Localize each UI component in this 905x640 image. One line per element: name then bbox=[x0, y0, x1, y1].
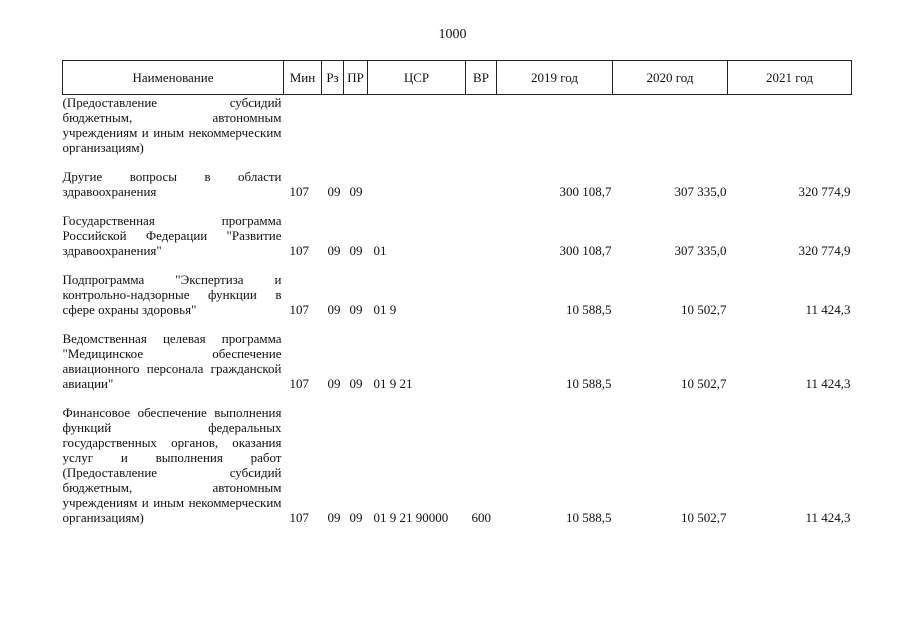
row-name: (Предоставление субсидий бюджетным, автономным учреждениям и иным некоммерческим организациям) bbox=[62, 95, 282, 155]
row-pr: 09 bbox=[349, 243, 363, 258]
header-2020: 2020 год bbox=[613, 61, 728, 95]
header-2019: 2019 год bbox=[497, 61, 613, 95]
row-csr: 01 bbox=[373, 243, 387, 258]
table-body bbox=[63, 95, 852, 526]
row-vr bbox=[466, 213, 497, 258]
row-spacer bbox=[63, 258, 852, 272]
row-name: Ведомственная целевая программа "Медицинское обеспечение авиационного персонала гражданской авиации" bbox=[62, 331, 282, 391]
row-name: Государственная программа Российской Федерации "Развитие здравоохранения" bbox=[62, 213, 282, 258]
row-name: Финансовое обеспечение выполнения функций федеральных государственных органов, оказания услуг и выполнения работ (Предоставление субсидий бюджетным, автономным учреждениям и иным некоммерческим организациям) bbox=[62, 405, 282, 525]
row-pr: 09 bbox=[349, 376, 363, 391]
row-2020 bbox=[613, 95, 728, 156]
row-csr bbox=[368, 95, 466, 156]
row-spacer bbox=[63, 199, 852, 213]
row-vr bbox=[466, 272, 497, 317]
row-vr: 600 bbox=[471, 510, 491, 525]
header-rz: Рз bbox=[322, 61, 344, 95]
row-pr bbox=[344, 95, 368, 156]
row-rz: 09 bbox=[327, 243, 341, 258]
header-min: Мин bbox=[284, 61, 322, 95]
row-2021: 11 424,3 bbox=[805, 302, 851, 317]
row-2020: 307 335,0 bbox=[674, 184, 727, 199]
row-2021: 11 424,3 bbox=[805, 376, 851, 391]
row-min: 107 bbox=[289, 184, 309, 199]
table-row bbox=[63, 169, 852, 199]
table-row bbox=[63, 331, 852, 391]
header-2021: 2021 год bbox=[728, 61, 852, 95]
row-min: 107 bbox=[289, 376, 309, 391]
header-name: Наименование bbox=[63, 61, 284, 95]
budget-table bbox=[62, 60, 852, 525]
row-2020: 10 502,7 bbox=[681, 302, 727, 317]
row-vr bbox=[466, 95, 497, 156]
row-name: Другие вопросы в области здравоохранения bbox=[62, 169, 282, 199]
header-vr: ВР bbox=[466, 61, 497, 95]
row-spacer bbox=[63, 391, 852, 405]
row-name: Подпрограмма "Экспертиза и контрольно-надзорные функции в сфере охраны здоровья" bbox=[62, 272, 282, 317]
table-row bbox=[63, 213, 852, 258]
row-2019: 10 588,5 bbox=[566, 302, 612, 317]
row-pr: 09 bbox=[349, 302, 363, 317]
header-pr: ПР bbox=[344, 61, 368, 95]
table-row bbox=[63, 272, 852, 317]
row-vr bbox=[466, 169, 497, 199]
row-2019: 300 108,7 bbox=[559, 243, 612, 258]
row-vr bbox=[466, 331, 497, 391]
row-rz: 09 bbox=[327, 376, 341, 391]
table-header bbox=[63, 61, 852, 95]
row-2019: 300 108,7 bbox=[559, 184, 612, 199]
row-rz: 09 bbox=[327, 302, 341, 317]
row-min: 107 bbox=[289, 243, 309, 258]
row-csr: 01 9 21 90000 bbox=[373, 510, 449, 525]
row-2019 bbox=[497, 95, 613, 156]
row-rz: 09 bbox=[327, 510, 341, 525]
row-csr: 01 9 bbox=[373, 302, 397, 317]
header-csr: ЦСР bbox=[368, 61, 466, 95]
row-2020: 307 335,0 bbox=[674, 243, 727, 258]
row-2021: 11 424,3 bbox=[805, 510, 851, 525]
page-number: 1000 bbox=[438, 27, 467, 42]
row-2021 bbox=[728, 95, 852, 156]
row-rz: 09 bbox=[327, 184, 341, 199]
row-2019: 10 588,5 bbox=[566, 376, 612, 391]
row-csr bbox=[368, 169, 466, 199]
table-row bbox=[63, 95, 852, 156]
row-min bbox=[284, 95, 322, 156]
row-spacer bbox=[63, 155, 852, 169]
row-csr: 01 9 21 bbox=[373, 376, 413, 391]
table-row bbox=[63, 405, 852, 525]
row-2021: 320 774,9 bbox=[798, 184, 851, 199]
row-min: 107 bbox=[289, 302, 309, 317]
row-min: 107 bbox=[289, 510, 309, 525]
row-2021: 320 774,9 bbox=[798, 243, 851, 258]
row-pr: 09 bbox=[349, 184, 363, 199]
row-rz bbox=[322, 95, 344, 156]
row-2019: 10 588,5 bbox=[566, 510, 612, 525]
row-spacer bbox=[63, 317, 852, 331]
row-2020: 10 502,7 bbox=[681, 376, 727, 391]
row-2020: 10 502,7 bbox=[681, 510, 727, 525]
row-pr: 09 bbox=[349, 510, 363, 525]
